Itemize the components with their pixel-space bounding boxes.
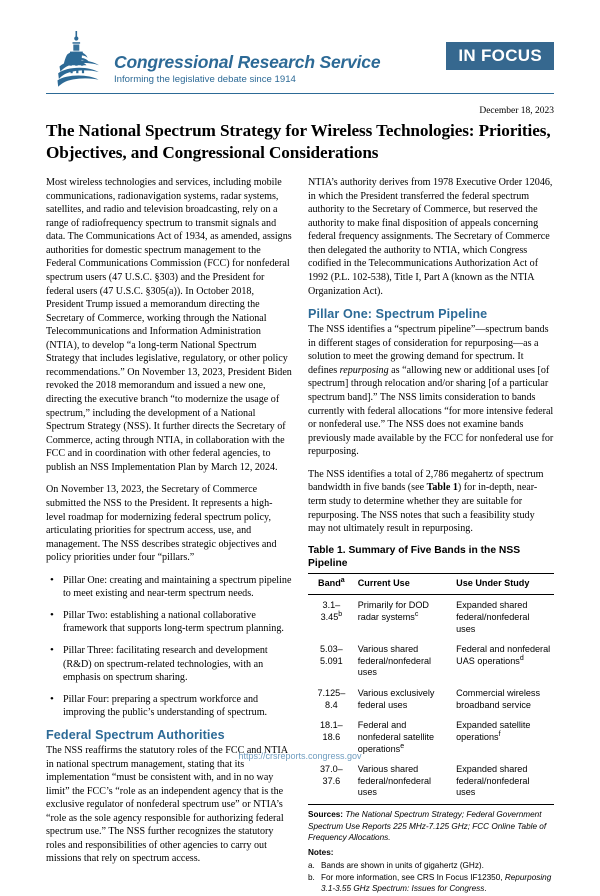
cell-band-value: 7.125– 8.4 xyxy=(317,688,346,710)
ntia-authority-paragraph: NTIA’s authority derives from 1978 Executive Order 12046, in which the President transferred the federal spectrum authority to the Secretary of Commerce, but reserved the authority to make final disposition of appeals concerning federal frequency assignments. The Secretary of Commerce then delegated the authority to NTIA, which Congress codified in the Telecommunications Authorization Act of 1992 (P.L. 102-538), Title I, Part A (known as the NTIA Organization Act). xyxy=(308,177,553,297)
crs-logo xyxy=(46,30,380,88)
sources-text: The National Spectrum Strategy; Federal Government Spectrum Use Reports 225 MHz-7.125 GHz; FCC Online Table of Frequency Allocations. xyxy=(308,810,547,842)
masthead-divider xyxy=(46,93,554,95)
pipeline-text-part-1: The NSS identifies a “spectrum pipeline”—spectrum bands in different stages of consideration for repurposing—as a solution to meet the growing demand for spectrum. It defines xyxy=(308,324,549,376)
cell-use-under-study xyxy=(453,595,554,639)
section-heading-federal-spectrum-authorities: Federal Spectrum Authorities xyxy=(46,727,225,742)
article-columns xyxy=(46,176,554,895)
footnote-marker: c xyxy=(414,610,419,618)
footer-url[interactable]: https://crsreports.congress.gov xyxy=(238,751,362,761)
table-caption: Table 1. Summary of Five Bands in the NSS Pipeline xyxy=(308,544,521,569)
federal-authorities-paragraph: The NSS reaffirms the statutory roles of the FCC and NTIA in national spectrum management, stating that its implementation “must be consistent with, and in no way limit” the FCC’s “role as an independent agency that is the exclusive regulator of nonfederal spectrum use” or NTIA’s “role as the sole agency responsible for authorizing federal spectrum use.” The NSS further recognizes the statutory roles and responsibilities of other agencies to carry out missions that rely on spectrum access. xyxy=(46,744,288,865)
pipeline-text-part-2: as “allowing new or additional uses [of spectrum] through relocation and/or sharing [of a particular spectrum band].” The NSS limits consideration to bands currently with federal allocations “for more intensive federal or nonfederal use.” The NSS does not examine bands previously made available by the FCC for nonfederal use for repurposing. xyxy=(308,364,554,458)
cell-band-value: 18.1– 18.6 xyxy=(319,720,343,742)
column-header-use-under-study: Use Under Study xyxy=(453,574,554,595)
cell-band-value: 3.1– 3.45 xyxy=(320,600,341,622)
cell-current-use-value: Various shared federal/nonfederal uses xyxy=(357,764,432,798)
page-title: The National Spectrum Strategy for Wireless Technologies: Priorities, Objectives, and Congressional Considerations xyxy=(46,121,551,163)
footnote-marker: d xyxy=(519,654,524,662)
cell-band xyxy=(308,639,355,683)
table-row xyxy=(308,683,554,715)
cell-band xyxy=(308,595,355,639)
footnote-marker: a xyxy=(340,577,345,585)
cell-use-under-study-value: Expanded shared federal/nonfederal uses xyxy=(456,764,530,798)
notes-label: Notes: xyxy=(308,848,334,858)
publication-date: December 18, 2023 xyxy=(479,106,554,116)
bandwidth-paragraph xyxy=(308,468,554,536)
table-body xyxy=(308,595,554,804)
cell-current-use xyxy=(355,639,453,683)
cell-current-use xyxy=(355,683,453,715)
table-row xyxy=(308,595,554,639)
cell-current-use-value: Various exclusively federal uses xyxy=(357,688,435,710)
footnote-marker: e xyxy=(400,742,405,750)
bandwidth-text-part-2: ) for in-depth, near-term study to determine whether they are suitable for repurposing. The NSS notes that such a feasibility study may not ultimately result in repurposing. xyxy=(308,482,538,535)
list-item: • Pillar One: creating and maintaining a spectrum pipeline to meet existing and near-term spectrum needs. xyxy=(46,574,292,601)
table-header xyxy=(308,574,554,595)
cell-use-under-study xyxy=(453,759,554,804)
masthead xyxy=(46,30,554,92)
cell-band-value: 37.0– 37.6 xyxy=(319,764,343,786)
bandwidth-text-part-1: The NSS identifies a total of 2,786 megahertz of spectrum bandwidth in five bands (see xyxy=(308,468,544,494)
cell-band xyxy=(308,683,355,715)
cell-current-use-value: Primarily for DOD radar systems xyxy=(357,600,429,622)
cell-use-under-study xyxy=(453,683,554,715)
column-header-band xyxy=(308,574,355,595)
repurposing-term: repurposing xyxy=(339,364,389,376)
list-item: • Pillar Three: facilitating research and development (R&D) on spectrum-related technologies, with an emphasis on spectrum sharing. xyxy=(46,644,292,685)
note-key: b. xyxy=(308,872,315,882)
nss-pipeline-table xyxy=(308,573,554,804)
crs-tagline: Informing the legislative debate since 1914 xyxy=(114,73,296,85)
nss-submission-paragraph: On November 13, 2023, the Secretary of Commerce submitted the NSS to the President. It represents a high-level roadmap for modernizing federal spectrum policy, articulating priorities for spectrum access, use, and management. The NSS describes strategic objectives and policy priorities under four “pillars.” xyxy=(46,484,277,564)
cell-current-use-value: Various shared federal/nonfederal uses xyxy=(357,644,432,678)
cell-current-use xyxy=(355,759,453,804)
footnote-marker: f xyxy=(498,730,501,738)
sources-line xyxy=(308,809,554,843)
note-key: a. xyxy=(308,860,315,870)
note-text-tail: . xyxy=(484,884,487,894)
right-column xyxy=(308,176,554,895)
cell-band-value: 5.03– 5.091 xyxy=(319,644,343,666)
cell-use-under-study-value: Expanded shared federal/nonfederal uses xyxy=(456,600,530,634)
table-sources-and-notes xyxy=(308,809,554,894)
note-text-plain: For more information, see CRS In Focus IF12350, xyxy=(321,872,505,882)
pillars-list xyxy=(46,574,292,720)
table-reference: Table 1 xyxy=(426,482,458,494)
table-row xyxy=(308,639,554,683)
cell-current-use xyxy=(355,595,453,639)
footnote-marker: b xyxy=(338,610,343,618)
crs-wordmark-block xyxy=(114,53,380,88)
table-bottom-divider xyxy=(308,804,554,805)
table-header-row xyxy=(308,574,554,595)
crs-wordmark: Congressional Research Service xyxy=(114,52,381,73)
note-text xyxy=(321,872,554,895)
note-item xyxy=(308,872,554,895)
in-focus-badge: IN FOCUS xyxy=(446,42,554,70)
section-heading-pillar-one: Pillar One: Spectrum Pipeline xyxy=(308,307,488,322)
note-item xyxy=(308,860,554,871)
cell-band xyxy=(308,759,355,804)
cell-use-under-study-value: Expanded satellite operations xyxy=(456,720,531,742)
cell-use-under-study-value: Federal and nonfederal UAS operations xyxy=(456,644,551,666)
column-header-band-label: Band xyxy=(318,578,341,589)
list-item: • Pillar Four: preparing a spectrum workforce and improving the public’s understanding of spectrum. xyxy=(46,693,292,720)
capitol-dome-icon xyxy=(46,30,114,88)
column-header-current-use: Current Use xyxy=(355,574,453,595)
list-item: • Pillar Two: establishing a national collaborative framework that supports long-term spectrum planning. xyxy=(46,609,292,636)
intro-paragraph: Most wireless technologies and services, including mobile communications, radionavigation systems, radar systems, satellites, and radio and television broadcasting, rely on a range of radiofrequency spectrum to transmit signals and data. The Communications Act of 1934, as amended, assigns authorities for domestic spectrum management to the Federal Communications Commission (FCC) for nonfederal spectrum users (47 U.S.C. §303) and the President for federal users (47 U.S.C. §305(a)). In October 2018, President Trump issued a memorandum directing the Secretary of Commerce, working through the National Telecommunications and Information Administration (NTIA), to develop “a long-term National Spectrum Strategy that includes legislative, regulatory, or other policy recommendations.” On November 13, 2023, President Biden revoked the 2018 memorandum and issued a new one, directing the executive branch “to modernize the usage of spectrum,” including the development of a National Spectrum Strategy (NSS). It further directs the Secretary of Commerce, acting through NTIA, in collaboration with the FCC and in coordination with other federal agencies, to publish an NSS Implementation Plan by March 12, 2024. xyxy=(46,177,292,473)
sources-label: Sources: xyxy=(308,810,344,820)
cell-use-under-study xyxy=(453,639,554,683)
left-column xyxy=(46,176,292,875)
spectrum-pipeline-paragraph xyxy=(308,323,554,459)
table-row xyxy=(308,759,554,804)
note-text: Bands are shown in units of gigahertz (GHz). xyxy=(321,860,484,870)
cell-use-under-study-value: Commercial wireless broadband service xyxy=(456,688,541,710)
cell-current-use-value: Federal and nonfederal satellite operations xyxy=(357,720,435,754)
note-text-italic: Repurposing 3.1-3.55 GHz Spectrum: Issues for Congress xyxy=(321,872,552,894)
